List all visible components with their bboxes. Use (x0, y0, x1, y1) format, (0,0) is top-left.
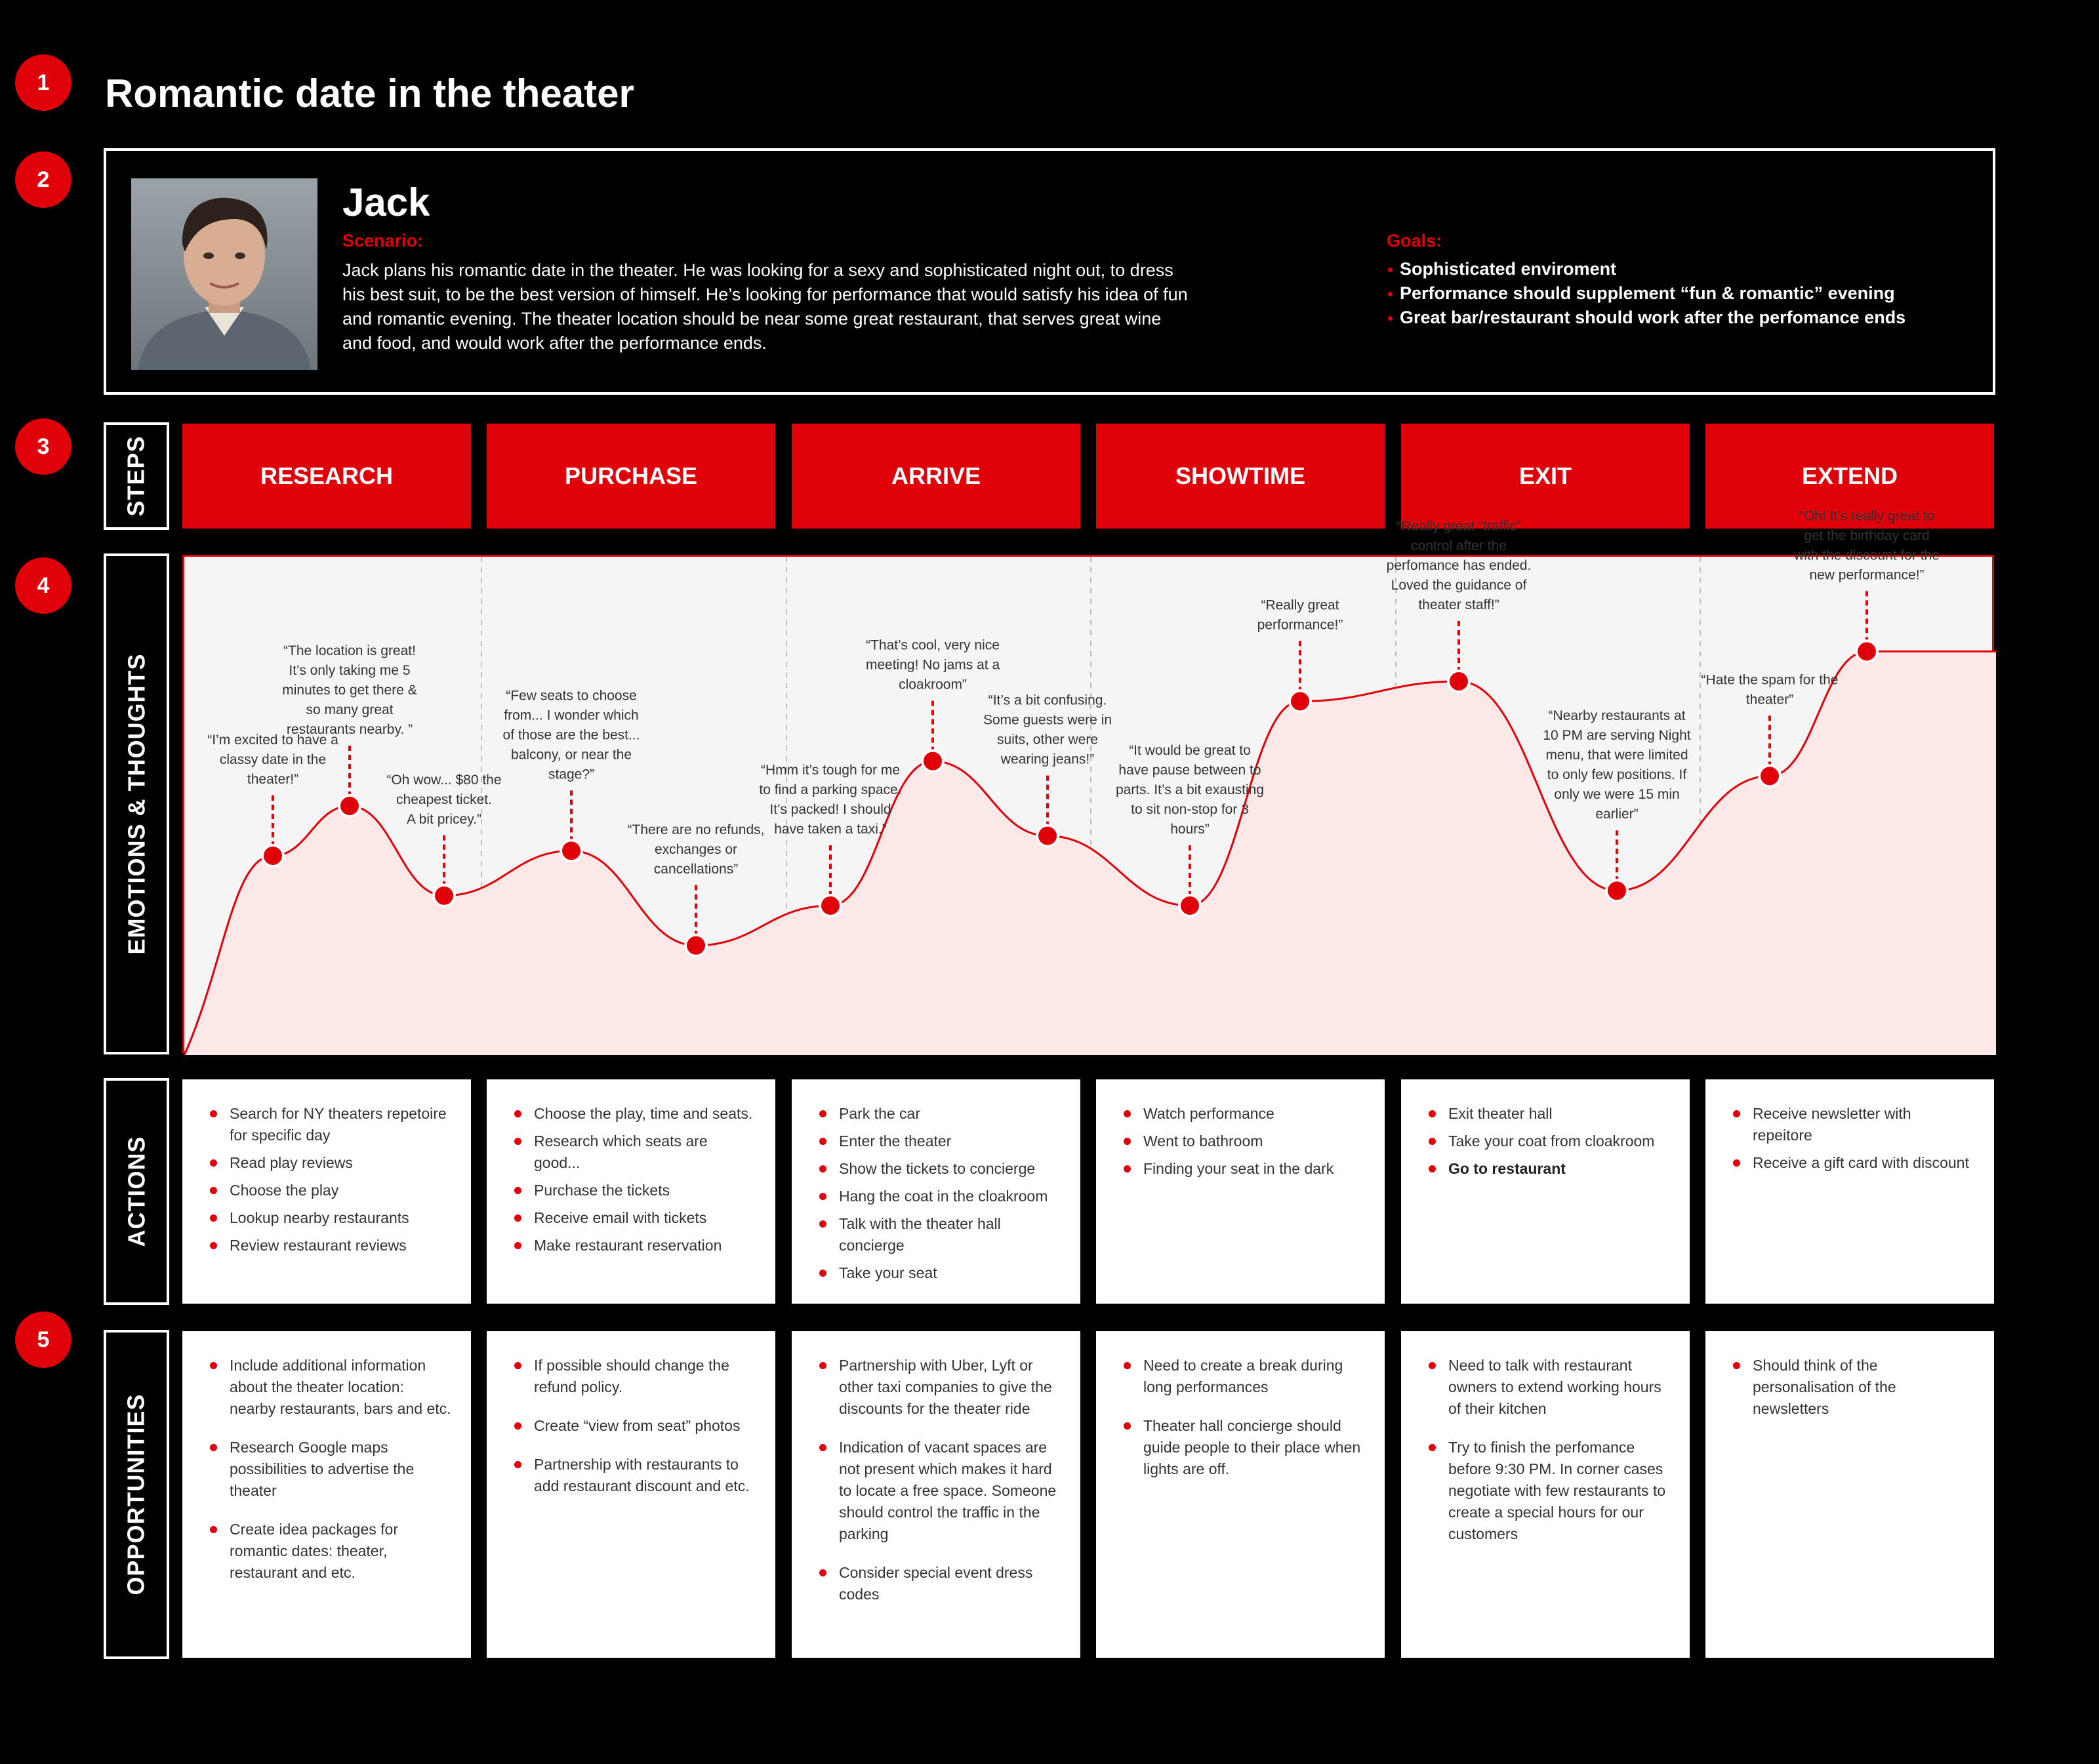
quote-line: “Few seats to choose (506, 688, 637, 704)
quote-line: minutes to get there & (282, 683, 417, 698)
quote-line: meeting! No jams at a (865, 657, 1000, 673)
opportunity-item: If possible should change the refund policy. (512, 1355, 756, 1398)
quote-line: A bit pricey.” (407, 811, 481, 827)
action-item: Take your coat from cloakroom (1426, 1131, 1670, 1152)
actions-list (1730, 1103, 1974, 1174)
section-marker-5: 5 (15, 1312, 71, 1368)
scenario-label: Scenario: (342, 231, 424, 251)
quote-line: earlier” (1595, 807, 1639, 822)
step-exit: EXIT (1401, 424, 1690, 529)
quote-line: “Really great “traffic” (1396, 519, 1521, 534)
quote-line: have taken a taxi.” (774, 822, 887, 837)
opportunities-card-arrive (792, 1331, 1080, 1658)
goal-item: Great bar/restaurant should work after the perfomance ends (1387, 306, 1905, 330)
opportunities-list (1426, 1355, 1670, 1545)
row-label-emotions (104, 553, 169, 1054)
emotion-quote (207, 732, 338, 787)
action-item: Choose the play, time and seats. (512, 1103, 756, 1125)
section-marker-1: 1 (15, 54, 71, 111)
quote-line: “It would be great to (1129, 743, 1251, 758)
actions-card-exit (1401, 1079, 1690, 1304)
action-item: Receive newsletter with repeitore (1730, 1103, 1974, 1146)
action-item: Show the tickets to concierge (817, 1158, 1061, 1180)
quote-line: parts. It’s a bit exausting (1115, 782, 1265, 797)
action-item: Research which seats are good... (512, 1131, 756, 1174)
quote-line: cheapest ticket. (396, 792, 492, 807)
quote-line: cloakroom” (899, 677, 967, 692)
opportunities-list (1121, 1355, 1365, 1480)
action-item: Receive a gift card with discount (1730, 1152, 1974, 1174)
scenario-text (342, 258, 1471, 355)
persona-card (104, 148, 1995, 395)
opportunity-item: Partnership with Uber, Lyft or other taxi companies to give the discounts for the theater ride (817, 1355, 1061, 1420)
quote-line: new performance!” (1809, 567, 1925, 583)
quote-line: exchanges or (654, 841, 738, 857)
emotion-point (561, 840, 582, 861)
actions-list (512, 1103, 756, 1256)
opportunity-item: Create idea packages for romantic dates: theater, restaurant and etc. (207, 1519, 451, 1584)
emotion-quote (1543, 708, 1690, 822)
action-item: Purchase the tickets (512, 1180, 756, 1201)
quote-line: only we were 15 min (1554, 787, 1680, 803)
opportunities-list (1730, 1355, 1974, 1420)
scenario-line: his best suit, to be the best version of himself. He’s looking for performance that would satisfy his idea of fun (342, 285, 1188, 304)
emotion-quote (386, 772, 501, 827)
action-item: Lookup nearby restaurants (207, 1207, 451, 1229)
quote-line: “Oh wow... $80 the (386, 772, 502, 788)
emotion-point (922, 751, 943, 772)
quote-line: restaurants nearby. ” (286, 722, 413, 737)
quote-line: menu, that were limited (1545, 748, 1688, 763)
scenario-line: Jack plans his romantic date in the theater. He was looking for a sexy and sophisticated night out, to dress (342, 260, 1173, 280)
quote-line: suits, other were (996, 732, 1099, 748)
goal-item: Sophisticated enviroment (1387, 257, 1905, 281)
quote-line: perfomance has ended. (1386, 558, 1532, 573)
opportunity-item: Need to create a break during long performances (1121, 1355, 1365, 1398)
step-purchase: PURCHASE (487, 424, 775, 529)
action-item: Finding your seat in the dark (1121, 1158, 1365, 1180)
quote-line: hours” (1170, 822, 1210, 837)
quote-line: It’s packed! I should (769, 802, 891, 817)
actions-list (207, 1103, 451, 1256)
emotion-quote (628, 822, 765, 877)
row-label-text: OPPORTUNITIES (123, 1393, 150, 1595)
quote-line: Some guests were in (983, 712, 1112, 728)
goals-label: Goals: (1387, 231, 1442, 251)
quote-line: “That’s cool, very nice (866, 637, 1000, 653)
opportunity-item: Consider special event dress codes (817, 1562, 1061, 1605)
quote-line: so many great (306, 702, 394, 717)
opportunity-item: Should think of the personalisation of the newsletters (1730, 1355, 1974, 1420)
quote-line: with the discount for the (1794, 548, 1940, 563)
opportunity-item: Partnership with restaurants to add restaurant discount and etc. (512, 1454, 756, 1497)
emotion-quote (503, 688, 640, 782)
step-arrive: ARRIVE (792, 424, 1080, 529)
opportunity-item: Try to finish the perfomance before 9:30 PM. In corner cases negotiate with few restaurants to create a special hours for our customers (1426, 1437, 1670, 1545)
row-label-text: ACTIONS (123, 1136, 150, 1247)
actions-card-research (182, 1079, 471, 1304)
opportunities-card-showtime (1096, 1331, 1385, 1658)
goals-list (1387, 257, 1905, 330)
quote-line: “Nearby restaurants at (1548, 708, 1686, 724)
quote-line: “Hate the spam for the (1701, 672, 1839, 688)
emotion-point (685, 935, 706, 956)
opportunity-item: Theater hall concierge should guide people to their place when lights are off. (1121, 1415, 1365, 1480)
action-item: Search for NY theaters repetoire for specific day (207, 1103, 451, 1146)
action-item: Exit theater hall (1426, 1103, 1670, 1125)
emotion-point (1606, 880, 1627, 901)
scenario-line: and food, and would work after the performance ends. (342, 333, 767, 353)
emotion-quote (1702, 672, 1839, 707)
quote-line: control after the (1411, 538, 1507, 553)
row-label-actions (104, 1078, 169, 1305)
emotion-point (1759, 765, 1780, 786)
opportunities-card-extend (1705, 1331, 1994, 1658)
row-label-text: STEPS (123, 435, 150, 517)
actions-list (817, 1103, 1061, 1284)
quote-line: performance!” (1257, 617, 1343, 633)
emotion-point (1290, 691, 1311, 712)
goal-item: Performance should supplement “fun & romantic” evening (1387, 281, 1905, 306)
row-label-opportunities (104, 1330, 169, 1659)
quote-line: Loved the guidance of (1391, 578, 1527, 593)
action-item: Talk with the theater hall concierge (817, 1213, 1061, 1256)
actions-card-showtime (1096, 1079, 1385, 1304)
emotion-quote (1793, 508, 1940, 582)
actions-list (1426, 1103, 1670, 1180)
emotion-point (1448, 671, 1469, 692)
emotion-quote (866, 638, 1000, 692)
emotion-point (262, 845, 283, 866)
actions-card-arrive (792, 1079, 1080, 1304)
quote-line: cancellations” (653, 861, 739, 877)
quote-line: “It’s a bit confusing. (988, 692, 1107, 708)
action-item: Hang the coat in the cloakroom (817, 1186, 1061, 1207)
section-marker-4: 4 (15, 557, 71, 614)
emotion-curve-svg (184, 508, 1996, 1055)
opportunity-item: Include additional information about the theater location: nearby restaurants, bars and etc. (207, 1355, 451, 1420)
emotion-point (434, 885, 455, 906)
action-item: Went to bathroom (1121, 1131, 1365, 1152)
action-item: Read play reviews (207, 1152, 451, 1174)
step-showtime: SHOWTIME (1096, 424, 1385, 529)
action-item: Enter the theater (817, 1131, 1061, 1152)
quote-line: stage?” (548, 767, 595, 782)
action-item: Watch performance (1121, 1103, 1365, 1125)
opportunity-item: Need to talk with restaurant owners to extend working hours of their kitchen (1426, 1355, 1670, 1420)
action-item: Park the car (817, 1103, 1061, 1125)
quote-line: classy date in the (219, 752, 327, 767)
opportunities-card-purchase (487, 1331, 775, 1658)
actions-list (1121, 1103, 1365, 1180)
opportunities-card-exit (1401, 1331, 1690, 1658)
opportunity-item: Research Google maps possibilities to advertise the theater (207, 1437, 451, 1502)
emotion-point (1037, 826, 1058, 847)
emotion-point (820, 895, 841, 916)
section-marker-2: 2 (15, 151, 71, 208)
emotion-point (1179, 895, 1200, 916)
quote-line: “Hmm it’s tough for me (761, 763, 900, 778)
quote-line: wearing jeans!” (1000, 752, 1095, 767)
row-label-text: EMOTIONS & THOUGHTS (123, 653, 150, 955)
scenario-line: and romantic evening. The theater location should be near some great restaurant, that serves great wine (342, 309, 1162, 329)
quote-line: “There are no refunds, (627, 822, 765, 837)
step-research: RESEARCH (182, 424, 471, 529)
persona-name: Jack (342, 180, 430, 224)
opportunity-item: Indication of vacant spaces are not present which makes it hard to locate a free space. Someone should control the traffic in the parking (817, 1437, 1061, 1545)
opportunities-list (817, 1355, 1061, 1605)
quote-line: theater staff!” (1418, 597, 1499, 612)
step-extend: EXTEND (1705, 424, 1994, 529)
emotion-point (339, 795, 360, 816)
emotion-quote (1387, 519, 1532, 612)
quote-line: 10 PM are serving Night (1543, 728, 1691, 744)
action-item: Make restaurant reservation (512, 1235, 756, 1256)
quote-line: get the birthday card (1804, 528, 1930, 544)
section-marker-3: 3 (15, 418, 71, 475)
action-item: Review restaurant reviews (207, 1235, 451, 1256)
quote-line: to find a parking space. (759, 782, 902, 797)
quote-line: theater” (1745, 692, 1794, 708)
page-title: Romantic date in the theater (105, 71, 634, 115)
opportunity-item: Create “view from seat” photos (512, 1415, 756, 1437)
emotion-quote (1257, 597, 1343, 632)
quote-line: to sit non-stop for 3 (1131, 802, 1249, 817)
action-item: Receive email with tickets (512, 1207, 756, 1229)
quote-line: have pause between to (1118, 763, 1261, 778)
opportunities-card-research (182, 1331, 471, 1658)
actions-card-purchase (487, 1079, 775, 1304)
action-item: Choose the play (207, 1180, 451, 1201)
quote-line: “I’m excited to have a (207, 732, 338, 748)
actions-card-extend (1705, 1079, 1994, 1304)
opportunities-list (512, 1355, 756, 1497)
opportunities-list (207, 1355, 451, 1584)
quote-line: “The location is great! (283, 643, 416, 658)
quote-line: from... I wonder which (504, 708, 639, 723)
action-item: Take your seat (817, 1262, 1061, 1284)
emotion-quote (282, 643, 417, 737)
emotion-quote (759, 763, 901, 837)
emotion-curve-chart (182, 508, 1994, 1053)
emotion-point (1856, 641, 1877, 662)
quote-line: It’s only taking me 5 (289, 663, 411, 678)
quote-line: “Really great (1261, 597, 1339, 613)
row-label-steps (104, 422, 169, 530)
emotion-quote (983, 693, 1112, 767)
quote-line: theater!” (247, 772, 299, 787)
quote-line: to only few positions. If (1547, 767, 1687, 783)
portrait-photo-icon (131, 178, 317, 370)
quote-line: of those are the best... (502, 727, 640, 743)
quote-line: “Oh! It’s really great to (1799, 508, 1935, 524)
action-item: Go to restaurant (1426, 1158, 1670, 1180)
quote-line: balcony, or near the (510, 747, 632, 763)
